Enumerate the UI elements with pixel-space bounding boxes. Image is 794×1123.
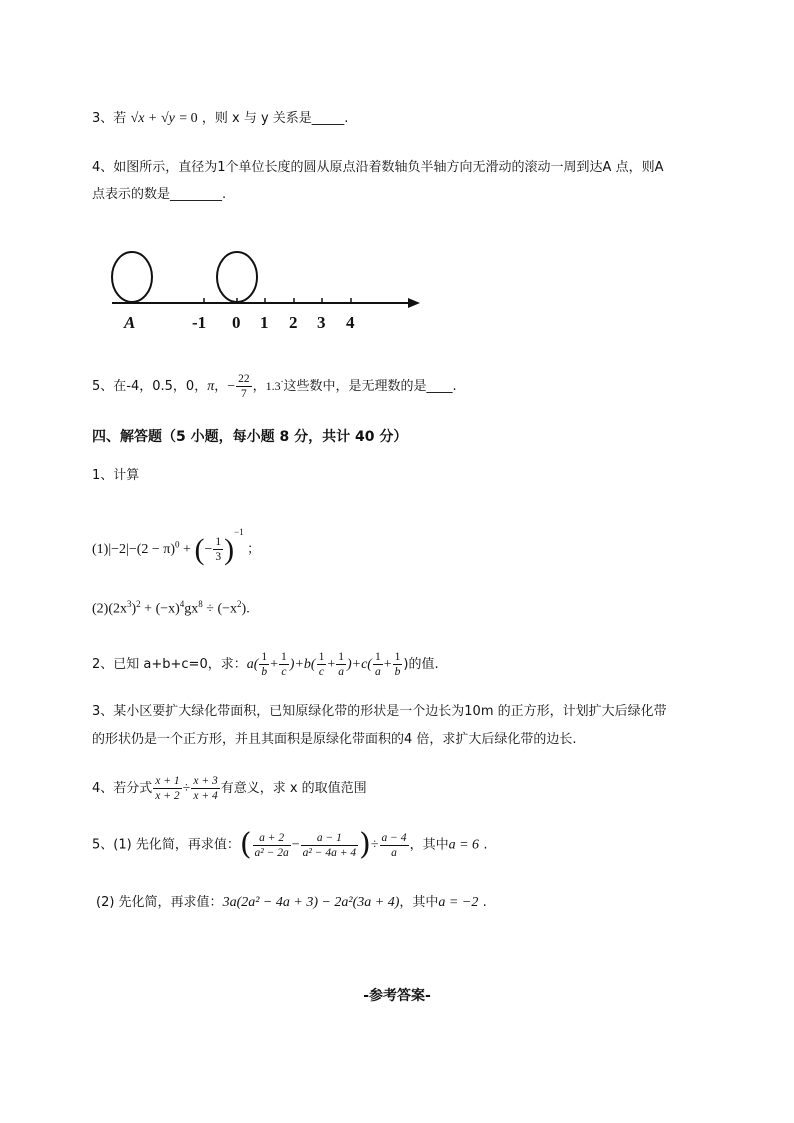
s2-f5d: a xyxy=(374,666,381,678)
s1p2-b: ) xyxy=(131,601,137,617)
s1p2-end: . xyxy=(246,601,250,617)
q5-num: 22 xyxy=(238,373,250,385)
s4-d1: x + 2 xyxy=(155,790,180,802)
s1p1-mid: −(2 − π) xyxy=(128,542,176,557)
s2-a: a( xyxy=(246,657,259,672)
s5-tail: ，其中 xyxy=(409,837,449,853)
q5-repeat: 1.3 xyxy=(265,379,281,393)
s2-frac6 xyxy=(393,650,403,679)
s2-lead: 2、已知 a+b+c=0，求： xyxy=(92,657,247,672)
s1-part2 xyxy=(92,594,250,620)
s4-frac1 xyxy=(153,774,181,803)
s1p1-lparen: ( xyxy=(194,532,205,566)
q5-den: 7 xyxy=(241,388,247,400)
question-4-line1: 4、如图所示，直径为1个单位长度的圆从原点沿着数轴负半轴方向无滑动的滚动一周到达A 点，则A xyxy=(92,160,664,175)
label-4: 4 xyxy=(346,313,355,332)
s5-frac3 xyxy=(380,831,409,860)
s2-frac1 xyxy=(259,650,269,679)
q5-neg: − xyxy=(227,379,236,394)
q5-tail: 这些数中，是无理数的是____. xyxy=(283,379,457,394)
s1p2-e5: 2 xyxy=(237,599,242,609)
s1-part1 xyxy=(92,522,260,565)
q5-number: 5、在 xyxy=(92,379,127,394)
s1p2-e3: 4 xyxy=(179,599,185,609)
s1p1-frac xyxy=(213,535,223,564)
q5-sep2: ， xyxy=(252,379,266,394)
q5-list: -4，0.5，0， xyxy=(126,379,208,394)
s2-f3d: c xyxy=(318,666,324,678)
s2-frac3 xyxy=(317,650,327,679)
s2-end: )的值. xyxy=(403,657,439,672)
s2-f5n: 1 xyxy=(374,651,381,663)
s2-frac5 xyxy=(373,650,383,679)
s1p2-e2: 2 xyxy=(136,599,141,609)
s5-div: ÷ xyxy=(370,837,379,853)
label-1: 1 xyxy=(260,313,269,332)
question-5 xyxy=(92,372,457,401)
label-3: 3 xyxy=(317,313,326,332)
s2-f1n: 1 xyxy=(261,651,268,663)
circle-at-origin xyxy=(217,252,257,302)
s4-tail: 有意义，求 x 的取值范围 xyxy=(220,781,367,796)
s5-lead: 5、(1) 先化简，再求值： xyxy=(92,837,240,853)
s2-mid2: )+c( xyxy=(346,657,372,672)
s4-frac2 xyxy=(191,774,219,803)
s1p1-abs: |−2| xyxy=(108,542,129,557)
label-0: 0 xyxy=(232,313,241,332)
q5-fraction xyxy=(236,372,252,401)
numberline-figure xyxy=(104,246,434,336)
s1p2-a: (2)(2x xyxy=(92,601,127,617)
s5-d2: a² − 4a + 4 xyxy=(302,846,357,859)
s5-d1: a² − 2a xyxy=(254,846,289,859)
s1p2-e4: 8 xyxy=(198,599,203,609)
q3-number: 3、若 xyxy=(92,111,127,126)
q3-tail: ，则 x 与 y 关系是_____. xyxy=(201,111,349,126)
q3-cbrt-y: √y xyxy=(160,111,175,126)
s5-part1 xyxy=(92,827,488,862)
axis-arrow xyxy=(408,298,420,308)
s2-f1d: b xyxy=(261,666,268,678)
s2-f2n: 1 xyxy=(281,651,287,663)
s5b-tail: ，其中 xyxy=(399,895,439,910)
s5b-lead: (2) 先化简，再求值： xyxy=(96,895,223,910)
s2-p1: + xyxy=(270,657,279,672)
s2-f4n: 1 xyxy=(338,651,344,663)
s2-f6n: 1 xyxy=(394,651,401,663)
s5b-expr: 3a(2a² − 4a + 3) − 2a²(3a + 4) xyxy=(222,895,400,910)
s2-f3n: 1 xyxy=(318,651,325,663)
s1p1-exp: −1 xyxy=(234,527,244,537)
s1p2-f: ) xyxy=(241,601,247,617)
s1-title: 1、计算 xyxy=(92,468,140,483)
s2-frac4 xyxy=(336,650,346,679)
s2-f6d: b xyxy=(394,666,401,678)
q3-cbrt-x: √x xyxy=(130,111,145,126)
s5-lparen: ( xyxy=(239,827,252,862)
s1p1-num: 1 xyxy=(215,536,222,549)
s5-rparen: ) xyxy=(359,827,371,862)
answers-title: -参考答案- xyxy=(363,988,431,1004)
s1p2-c: + (−x) xyxy=(140,601,180,617)
s2 xyxy=(92,650,439,679)
s2-p2: + xyxy=(327,657,336,672)
s2-mid1: )+b( xyxy=(289,657,316,672)
s1p1-neg: − xyxy=(204,542,213,557)
s5b-cond: a = −2 xyxy=(438,895,479,910)
label-neg1: -1 xyxy=(192,313,207,332)
s1p1-rparen: ) xyxy=(224,532,235,566)
s3-line2: 的形状仍是一个正方形，并且其面积是原绿化带面积的4 倍，求扩大后绿化带的边长. xyxy=(92,732,577,747)
q3-eq: = 0 xyxy=(179,111,198,126)
circle-at-A xyxy=(112,252,152,302)
s2-f2d: c xyxy=(281,666,287,678)
s5-minus: − xyxy=(291,837,300,853)
s4-d2: x + 4 xyxy=(193,790,218,802)
s4-n2: x + 3 xyxy=(193,775,218,787)
s5-part2 xyxy=(96,892,487,913)
s4-n1: x + 1 xyxy=(155,775,180,787)
s2-frac2 xyxy=(279,650,289,679)
q5-dot: · xyxy=(280,377,284,388)
s2-p3: + xyxy=(383,657,392,672)
question-4-line2: 点表示的数是________. xyxy=(92,187,227,202)
s5b-end: . xyxy=(482,895,487,910)
s1p1-lead: (1) xyxy=(92,542,109,557)
q5-sep: ， xyxy=(214,379,228,394)
s1p1-end: ； xyxy=(247,542,261,557)
s4-div: ÷ xyxy=(182,781,191,796)
section-title: 四、解答题（5 小题，每小题 8 分，共计 40 分） xyxy=(92,429,408,445)
s5-n2: a − 1 xyxy=(301,831,358,846)
s5-cond: a = 6 xyxy=(448,837,480,853)
s3-line1: 3、某小区要扩大绿化带面积，已知原绿化带的形状是一个边长为10m 的正方形，计划扩大后绿化带 xyxy=(92,704,667,719)
s5-end: . xyxy=(483,837,488,853)
q3-plus: + xyxy=(148,111,157,126)
s5-n1: a + 2 xyxy=(253,831,291,846)
q5-pi: π xyxy=(207,379,215,394)
s1p1-den: 3 xyxy=(215,551,222,564)
s4 xyxy=(92,774,367,803)
s1p2-e1: 3 xyxy=(127,599,132,609)
s5-d3: a xyxy=(391,846,397,859)
s5-frac2 xyxy=(301,831,358,860)
label-2: 2 xyxy=(289,313,298,332)
s5-n3: a − 4 xyxy=(381,831,407,844)
s5-frac1 xyxy=(253,831,291,860)
s1p2-d: gx xyxy=(184,601,199,617)
label-A: A xyxy=(124,313,136,332)
s4-lead: 4、若分式 xyxy=(92,781,153,796)
s1p2-e: ÷ (−x xyxy=(202,601,238,617)
s1p1-exp0: 0 xyxy=(175,539,180,550)
question-3 xyxy=(92,108,348,129)
s1p1-plus: + xyxy=(183,542,191,557)
s2-f4d: a xyxy=(338,666,344,678)
